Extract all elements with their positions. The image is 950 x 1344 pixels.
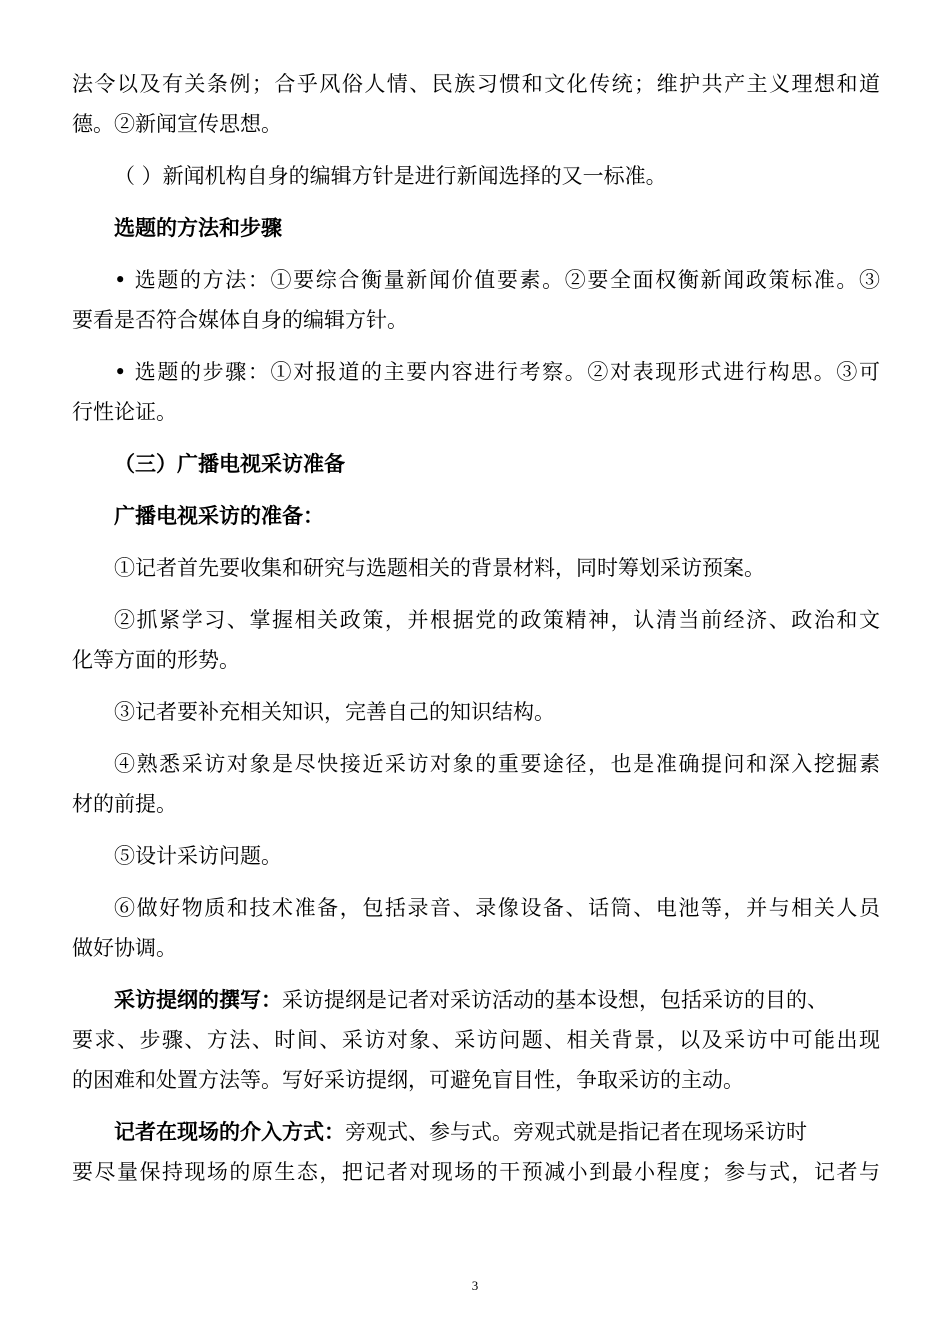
text-line: 做好协调。 — [72, 936, 177, 960]
heading-interview-preparation — [72, 496, 880, 536]
text-line: 要看是否符合媒体自身的编辑方针。 — [72, 308, 408, 332]
heading-topic-methods-steps — [72, 208, 880, 248]
heading-section-three — [72, 444, 880, 484]
paragraph-topic-steps — [72, 352, 880, 432]
text-line: 行性论证。 — [72, 400, 177, 424]
paragraph-item-2 — [72, 600, 880, 680]
paragraph-legal-norms — [72, 64, 880, 144]
term-text: 旁观式、参与式。旁观式就是指记者在现场采访时 — [345, 1120, 807, 1144]
term-text: 采访提纲是记者对采访活动的基本设想，包括采访的目的、 — [282, 988, 828, 1012]
paragraph-interview-outline — [72, 980, 880, 1100]
text-line: 要求、步骤、方法、时间、采访对象、采访问题、相关背景，以及采访中可能出现 — [72, 1028, 880, 1052]
text-line — [72, 980, 880, 1020]
text-line: 要尽量保持现场的原生态，把记者对现场的干预减小到最小程度；参与式，记者与 — [72, 1160, 880, 1184]
list-item: ⑤设计采访问题。 — [114, 844, 282, 868]
section-heading: 选题的方法和步骤 — [114, 216, 282, 240]
text-line: 法令以及有关条例；合乎风俗人情、民族习惯和文化传统；维护共产主义理想和道 — [72, 72, 880, 96]
text-line: 化等方面的形势。 — [72, 648, 240, 672]
paragraph-item-3 — [72, 692, 880, 732]
paragraph-item-5 — [72, 836, 880, 876]
list-item: ③记者要补充相关知识，完善自己的知识结构。 — [114, 700, 555, 724]
list-item: ②抓紧学习、掌握相关政策，并根据党的政策精神，认清当前经济、政治和文 — [114, 608, 880, 632]
text-line: 的困难和处置方法等。写好采访提纲，可避免盲目性，争取采访的主动。 — [72, 1068, 744, 1092]
paragraph-item-6 — [72, 888, 880, 968]
term-label: 采访提纲的撰写： — [114, 988, 282, 1012]
list-item: ⑥做好物质和技术准备，包括录音、录像设备、话筒、电池等，并与相关人员 — [114, 896, 880, 920]
section-heading: 广播电视采访的准备： — [114, 504, 324, 528]
bullet-line: • 选题的方法：①要综合衡量新闻价值要素。②要全面权衡新闻政策标准。③ — [114, 268, 880, 292]
paragraph-reporter-involvement — [72, 1112, 880, 1192]
document-page — [72, 64, 880, 1192]
list-item: ①记者首先要收集和研究与选题相关的背景材料，同时筹划采访预案。 — [114, 556, 765, 580]
section-heading: （三）广播电视采访准备 — [114, 452, 345, 476]
text-line: 材的前提。 — [72, 792, 177, 816]
list-item: ④熟悉采访对象是尽快接近采访对象的重要途径，也是准确提问和深入挖掘素 — [114, 752, 880, 776]
paragraph-item-4 — [72, 744, 880, 824]
text-line: （ ）新闻机构自身的编辑方针是进行新闻选择的又一标准。 — [114, 164, 667, 188]
text-line — [72, 1112, 880, 1152]
bullet-line: • 选题的步骤：①对报道的主要内容进行考察。②对表现形式进行构思。③可 — [114, 360, 880, 384]
paragraph-item-1 — [72, 548, 880, 588]
term-label: 记者在现场的介入方式： — [114, 1120, 345, 1144]
text-line: 德。②新闻宣传思想。 — [72, 112, 282, 136]
paragraph-editorial-policy — [72, 156, 880, 196]
paragraph-topic-methods — [72, 260, 880, 340]
page-number: 3 — [471, 1278, 479, 1293]
